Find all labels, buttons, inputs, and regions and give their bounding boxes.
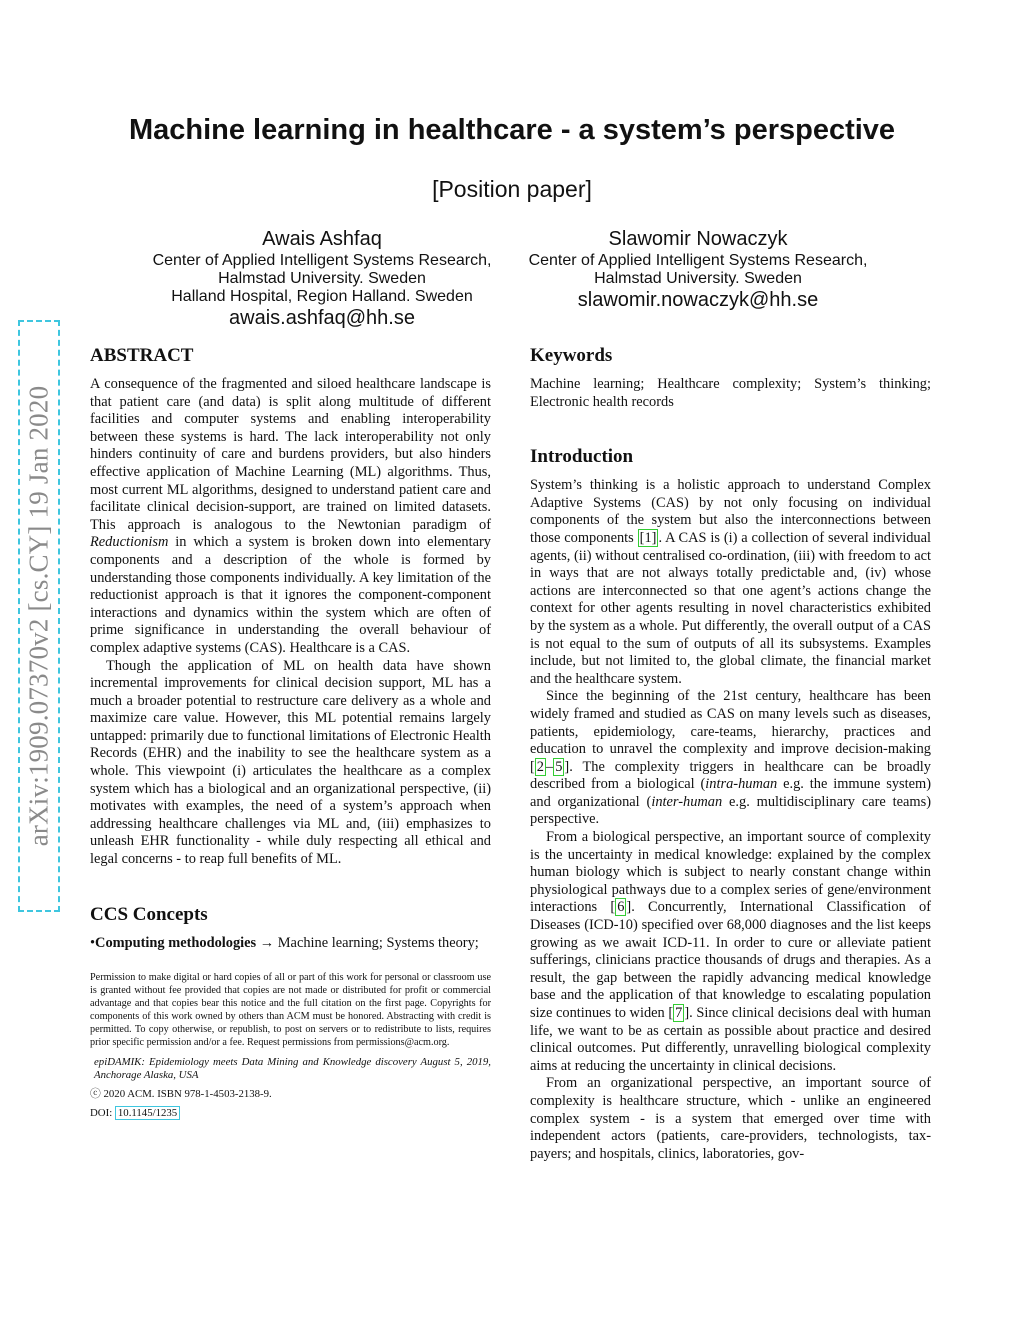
text-run: –	[546, 758, 554, 775]
arxiv-identifier-text: arXiv:1909.07370v2 [cs.CY] 19 Jan 2020	[23, 385, 54, 847]
author-affiliation-line: Halland Hospital, Region Halland. Sweden	[171, 288, 473, 305]
text-run: From a biological perspective, an important source of complexity is the uncertainty in medical knowledge: explained by the complex human biology which is subject to nearly constant change within physiological pathways due to a complex series of gene/environment interactions	[530, 829, 931, 916]
author-name: Slawomir Nowaczyk	[608, 228, 788, 250]
text-run: . Since clinical decisions deal with human life, we want to be as certain as possible about practice and desired clinical outcomes. Put differently, unravelling biological complexity aims at reducing the uncertainty in clinical decisions.	[530, 1005, 932, 1074]
right-column	[530, 344, 931, 1163]
abstract-paragraph-2: Though the application of ML on health data have shown incremental improvements for clinical decision support, ML has a much a broader potential to restructure care delivery as a whole and maximize care value. However, this ML potential remains largely untapped: primarily due to functional limitations of Electronic Health Records (EHR) and the inability to see the healthcare system as a whole. This viewpoint (i) articulates the healthcare as a complex system which has a biological and an organizational perspective, (ii) motivates with examples, the need of a system’s approach when addressing healthcare challenges via ML and, (iii) emphasizes to unleash EHR functionality - while duly respecting all ethical and legal concerns - to reap full benefits of ML.	[90, 657, 491, 868]
text-run: System’s thinking is a holistic approach to understand Complex Adaptive Systems (CAS) by not only focusing on individual components of the system but also the interconnections between those components	[530, 477, 931, 546]
author-name: Awais Ashfaq	[262, 228, 382, 250]
venue-line: epiDAMIK: Epidemiology meets Data Mining and Knowledge discovery August 5, 2019, Anchorage Alaska, USA	[94, 1055, 491, 1081]
doi-line	[90, 1107, 491, 1120]
author-affiliation-line: Center of Applied Intelligent Systems Research,	[152, 252, 492, 269]
introduction-paragraph-2: Since the beginning of the 21st century, healthcare has been widely framed and studied as CAS on many levels such as diseases, patients, epidemiology, care-teams, hierarchy, practices and education to unravel the complexity and improve decision-making [ 2 – 5 ]. The complexity triggers in healthcare can be broadly described from a biological (intra-human e.g. the immune system) and organizational (inter-human e.g. multidisciplinary care teams) perspective.	[530, 688, 931, 828]
left-column	[90, 344, 491, 1120]
text-run: e.g. multidisciplinary care teams) perspective.	[530, 793, 931, 828]
author-block-2	[508, 226, 888, 312]
introduction-paragraph-4: From an organizational perspective, an important source of complexity is healthcare structure, which - unlike an engineered complex system - is a system that emerged over time with independent actors (patients, care-providers, technologists, tax-payers; and hospitals, clinics, laboratories, gov-	[530, 1075, 931, 1162]
emphasis-term: intra-human	[705, 776, 778, 793]
text-run: Since the beginning of the 21st century, healthcare has been widely framed and studied as CAS on many levels such as diseases, patients, epidemiology, care-teams, hierarchy, practices and education to unravel the complexity and improve decision-making	[530, 688, 931, 758]
emphasis-term: inter-human	[651, 793, 723, 810]
citation-link[interactable]: 2	[536, 758, 544, 775]
paper-subtitle: [Position paper]	[432, 176, 592, 202]
author-email: awais.ashfaq@hh.se	[229, 307, 415, 329]
text-run: A consequence of the fragmented and siloed healthcare landscape is that patient care (and data) is split along multitude of different facilities and computer systems and enabling interoperability between these systems is hard. The lack interoperability not only hinders continuity of care and burdens providers, but also hinders effective application of Machine Learning (ML) algorithms. Thus, most current ML algorithms, designed to understand patient care and facilitate clinical decision-support, are trained on limited datasets. This approach is analogous to the Newtonian paradigm of	[90, 376, 491, 533]
arxiv-identifier-stamp[interactable]	[18, 320, 60, 912]
text-run: . The complexity triggers in healthcare can be broadly described from a biological (	[530, 758, 931, 793]
introduction-paragraph-1	[530, 477, 931, 688]
ccs-concepts-heading: CCS Concepts	[90, 903, 208, 925]
author-affiliation-line: Halmstad University. Sweden	[594, 270, 802, 287]
citation-link[interactable]: 5	[555, 758, 563, 775]
bullet: •	[90, 934, 96, 951]
text-run: e.g. the immune system) and organizational (	[530, 776, 931, 810]
doi-label: DOI:	[90, 1106, 113, 1119]
keywords-text: Machine learning; Healthcare complexity; System’s thinking; Electronic health records	[530, 376, 931, 410]
author-affiliation-line: Center of Applied Intelligent Systems Research,	[528, 252, 868, 269]
ccs-concepts-text	[90, 935, 491, 953]
abstract-paragraph-1	[90, 376, 491, 658]
text-run: in which a system is broken down into elementary components and a description of the whole is formed by understanding those components individually. A key limitation of the reductionist approach is that it ignores the component-component interactions and dynamics within the system which are often of prime significance in understanding the overall behaviour of complex adaptive systems (CAS). Healthcare is a CAS.	[90, 534, 491, 656]
author-block-1	[132, 226, 512, 330]
copyright-line: ⓒ 2020 ACM. ISBN 978-1-4503-2138-9.	[90, 1087, 272, 1100]
citation-link[interactable]: 6	[617, 899, 625, 916]
citation-link[interactable]: 7	[675, 1005, 683, 1021]
abstract-heading: ABSTRACT	[90, 345, 194, 366]
permission-notice: Permission to make digital or hard copies of all or part of this work for personal or classroom use is granted without fee provided that copies are not made or distributed for profit or commercial advantage and that copies bear this notice and the full citation on the first page. Copyrights for components of this work owned by others than ACM must be honored. Abstracting with credit is permitted. To copy otherwise, or republish, to post on servers or to redistribute to lists, requires prior specific permission and/or a fee. Request permissions from permissions@acm.org.	[90, 972, 491, 1048]
text-run: . Concurrently, International Classification of Diseases (ICD-10) specified over 68,000 diagnoses and the list keeps growing as we await ICD-11. In order to cure or alleviate patient sufferings, clinicians practice thousands of drugs and therapies. As a result, the gap between the rapidly advancing medical knowledge base and the application of that knowledge to escalating population size continues to widen	[530, 899, 931, 1021]
text-run: Machine learning; Systems theory;	[277, 934, 479, 951]
ccs-category: Computing methodologies	[95, 934, 257, 951]
doi-link[interactable]: 10.1145/1235	[115, 1106, 180, 1120]
citation-number: 1	[644, 529, 652, 546]
citation-link[interactable]: [1]	[639, 529, 657, 546]
introduction-heading: Introduction	[530, 446, 634, 468]
author-affiliation-line: Halmstad University. Sweden	[218, 270, 426, 287]
author-email: slawomir.nowaczyk@hh.se	[577, 289, 819, 311]
keywords-heading: Keywords	[530, 345, 613, 366]
introduction-paragraph-3: From a biological perspective, an important source of complexity is the uncertainty in medical knowledge: explained by the complex human biology which is subject to nearly constant change within physiological pathways due to a complex series of gene/environment interactions [ 6 ]. Concurrently, International Classification of Diseases (ICD-10) specified over 68,000 diagnoses and the list keeps growing as we await ICD-11. In order to cure or alleviate patient sufferings, clinicians practice thousands of drugs and therapies. As a result, the gap between the rapidly advancing medical knowledge base and the application of that knowledge to escalating population size continues to widen [ 7 ]. Since clinical decisions deal with human life, we want to be as certain as possible about practice and desired clinical outcomes. Put differently, unravelling biological complexity aims at reducing the uncertainty in clinical decisions.	[530, 829, 932, 1074]
arrow-icon: →	[259, 934, 275, 951]
paper-title: Machine learning in healthcare - a system’s perspective	[128, 114, 896, 146]
text-run: . A CAS is (i) a collection of several individual agents, (ii) without centralised co-ordination, (iii) with freedom to act in ways that are not always totally predictable and, (iv) whose actions are interconnected so that one agent’s actions change the context for other agents resulting in novel characteristics exhibited by the system as a whole. Put differently, the overall output of a CAS is not equal to the sum of outputs of all its subsystems. Examples include, but not limited to, the global climate, the financial market and the healthcare system.	[530, 529, 931, 687]
emphasis-term: Reductionism	[90, 534, 169, 551]
